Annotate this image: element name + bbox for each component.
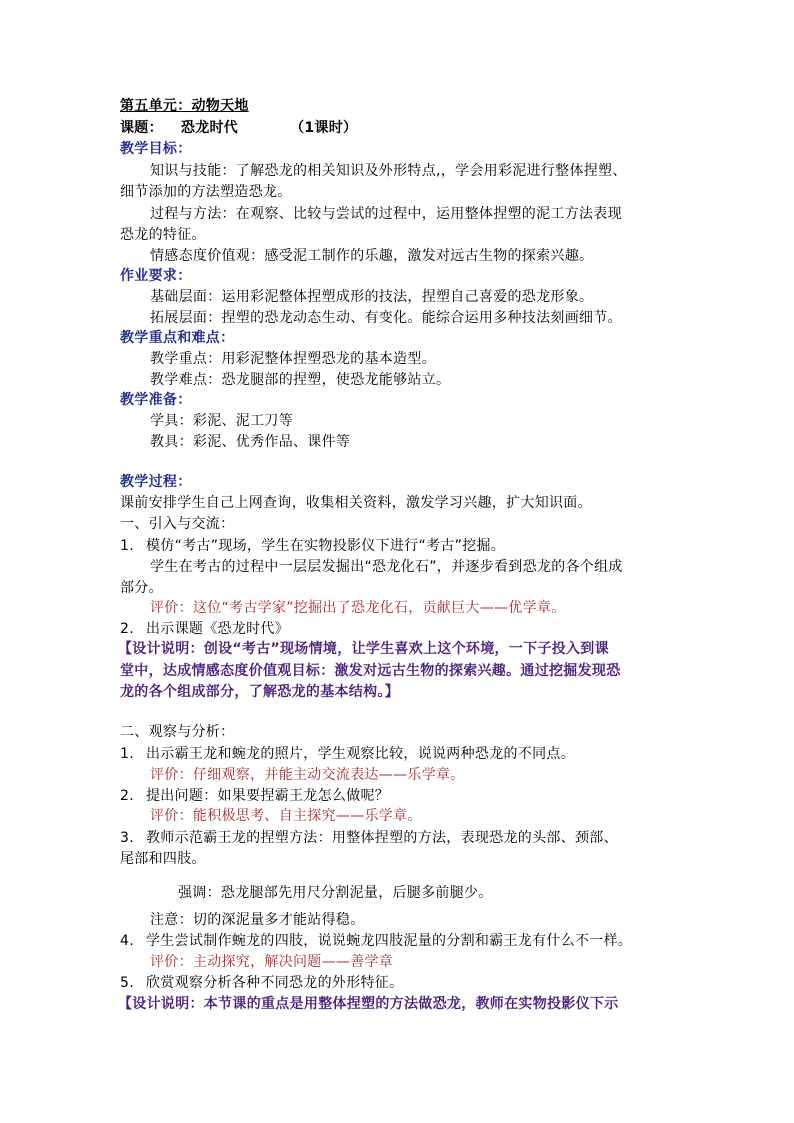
section2-item3: [120, 828, 618, 848]
item-text: 欣赏观察分析各种不同恐龙的外形特征。: [146, 975, 404, 991]
goal-knowledge-line2: 细节添加的方法塑造恐龙。: [120, 184, 292, 200]
section2-emphasis: 强调：恐龙腿部先用尺分割泥量，后腿多前腿少。: [178, 885, 493, 901]
section2-evaluation1: 评价：仔细观察，并能主动交流表达——乐学章。: [150, 767, 465, 783]
section1-design-note-line3: 龙的各个组成部分，了解恐龙的基本结构。】: [120, 684, 399, 700]
item-text: 模仿“考古”现场，学生在实物投影仪下进行“考古”挖掘。: [146, 538, 506, 554]
section1-design-note-line2: 堂中，达成情感态度价值观目标：激发对远古生物的探索兴趣。通过挖掘发现恐: [120, 663, 621, 679]
section1-item2: [120, 619, 289, 639]
lesson-line: [120, 118, 357, 138]
section1-evaluation1: 评价：这位“考古学家”挖掘出了恐龙化石，贡献巨大——优学章。: [150, 600, 566, 616]
section2-item1: [120, 744, 575, 764]
item-number: 4.: [120, 933, 134, 949]
item-number: 1.: [120, 538, 134, 554]
section1-item1-line2: 学生在考古的过程中一层层发掘出“恐龙化石”，并逐步看到恐龙的各个组成: [150, 559, 623, 575]
section1-item1: [120, 536, 505, 556]
item-number: 1.: [120, 746, 134, 762]
section1-design-note-line1: 【设计说明：创设“考古”现场情境，让学生喜欢上这个环境，一下子投入到课: [118, 641, 609, 657]
preparation-teacher: 教具：彩泥、优秀作品、课件等: [150, 434, 351, 450]
section1-title: 一、引入与交流：: [120, 516, 235, 532]
section2-item5: [120, 973, 403, 993]
section2-item4: [120, 931, 632, 951]
section2-evaluation4: 评价：主动探究，解决问题——善学章: [150, 954, 394, 970]
keypoint-difficulty: 教学难点：恐龙腿部的捏塑，使恐龙能够站立。: [150, 372, 451, 388]
goals-heading: 教学目标：: [120, 141, 192, 157]
lesson-title: 恐龙时代: [180, 120, 239, 136]
section2-item2: [120, 786, 389, 806]
section2-design-note-line1: 【设计说明：本节课的重点是用整体捏塑的方法做恐龙，教师在实物投影仪下示: [118, 996, 619, 1012]
goal-process-line2: 恐龙的特征。: [120, 227, 206, 243]
section1-item1-line3: 部分。: [120, 580, 163, 596]
lesson-hours: （1课时）: [290, 120, 358, 136]
preparation-student: 学具：彩泥、泥工刀等: [150, 413, 293, 429]
goal-emotion: 情感态度价值观：感受泥工制作的乐趣，激发对远古生物的探索兴趣。: [150, 248, 594, 264]
homework-heading: 作业要求：: [120, 268, 192, 284]
item-number: 5.: [120, 975, 134, 991]
section2-evaluation2: 评价：能积极思考、自主探究——乐学章。: [150, 808, 422, 824]
keypoint-key: 教学重点：用彩泥整体捏塑恐龙的基本造型。: [150, 351, 436, 367]
homework-basic: 基础层面：运用彩泥整体捏塑成形的技法，捏塑自己喜爱的恐龙形象。: [150, 289, 594, 305]
item-number: 3.: [120, 830, 134, 846]
process-intro: 课前安排学生自己上网查询，收集相关资料，激发学习兴趣，扩大知识面。: [120, 495, 592, 511]
item-text: 学生尝试制作蜿龙的四肢，说说蜿龙四肢泥量的分割和霸王龙有什么不一样。: [146, 933, 633, 949]
item-text: 出示霸王龙和蜿龙的照片，学生观察比较，说说两种恐龙的不同点。: [146, 746, 575, 762]
item-number: 2.: [120, 621, 134, 637]
unit-title: 第五单元：动物天地: [120, 98, 249, 114]
item-text: 出示课题《恐龙时代》: [146, 621, 289, 637]
item-text: 教师示范霸王龙的捏塑方法：用整体捏塑的方法，表现恐龙的头部、颈部、: [146, 830, 618, 846]
goal-process-line1: 过程与方法：在观察、比较与尝试的过程中，运用整体捏塑的泥工方法表现: [150, 206, 622, 222]
section2-title: 二、观察与分析：: [120, 724, 235, 740]
keypoints-heading: 教学重点和难点：: [120, 330, 235, 346]
lesson-label: 课题：: [120, 120, 163, 136]
section2-note: 注意：切的深泥量多才能站得稳。: [150, 912, 365, 928]
item-text: 提出问题：如果要捏霸王龙怎么做呢？: [146, 788, 390, 804]
goal-knowledge-line1: 知识与技能：了解恐龙的相关知识及外形特点,，学会用彩泥进行整体捏塑、: [150, 163, 627, 179]
preparation-heading: 教学准备：: [120, 392, 192, 408]
process-heading: 教学过程：: [120, 474, 192, 490]
section2-item3-line2: 尾部和四肢。: [120, 851, 206, 867]
item-number: 2.: [120, 788, 134, 804]
homework-extended: 拓展层面：捏塑的恐龙动态生动、有变化。能综合运用多种技法刻画细节。: [150, 310, 622, 326]
